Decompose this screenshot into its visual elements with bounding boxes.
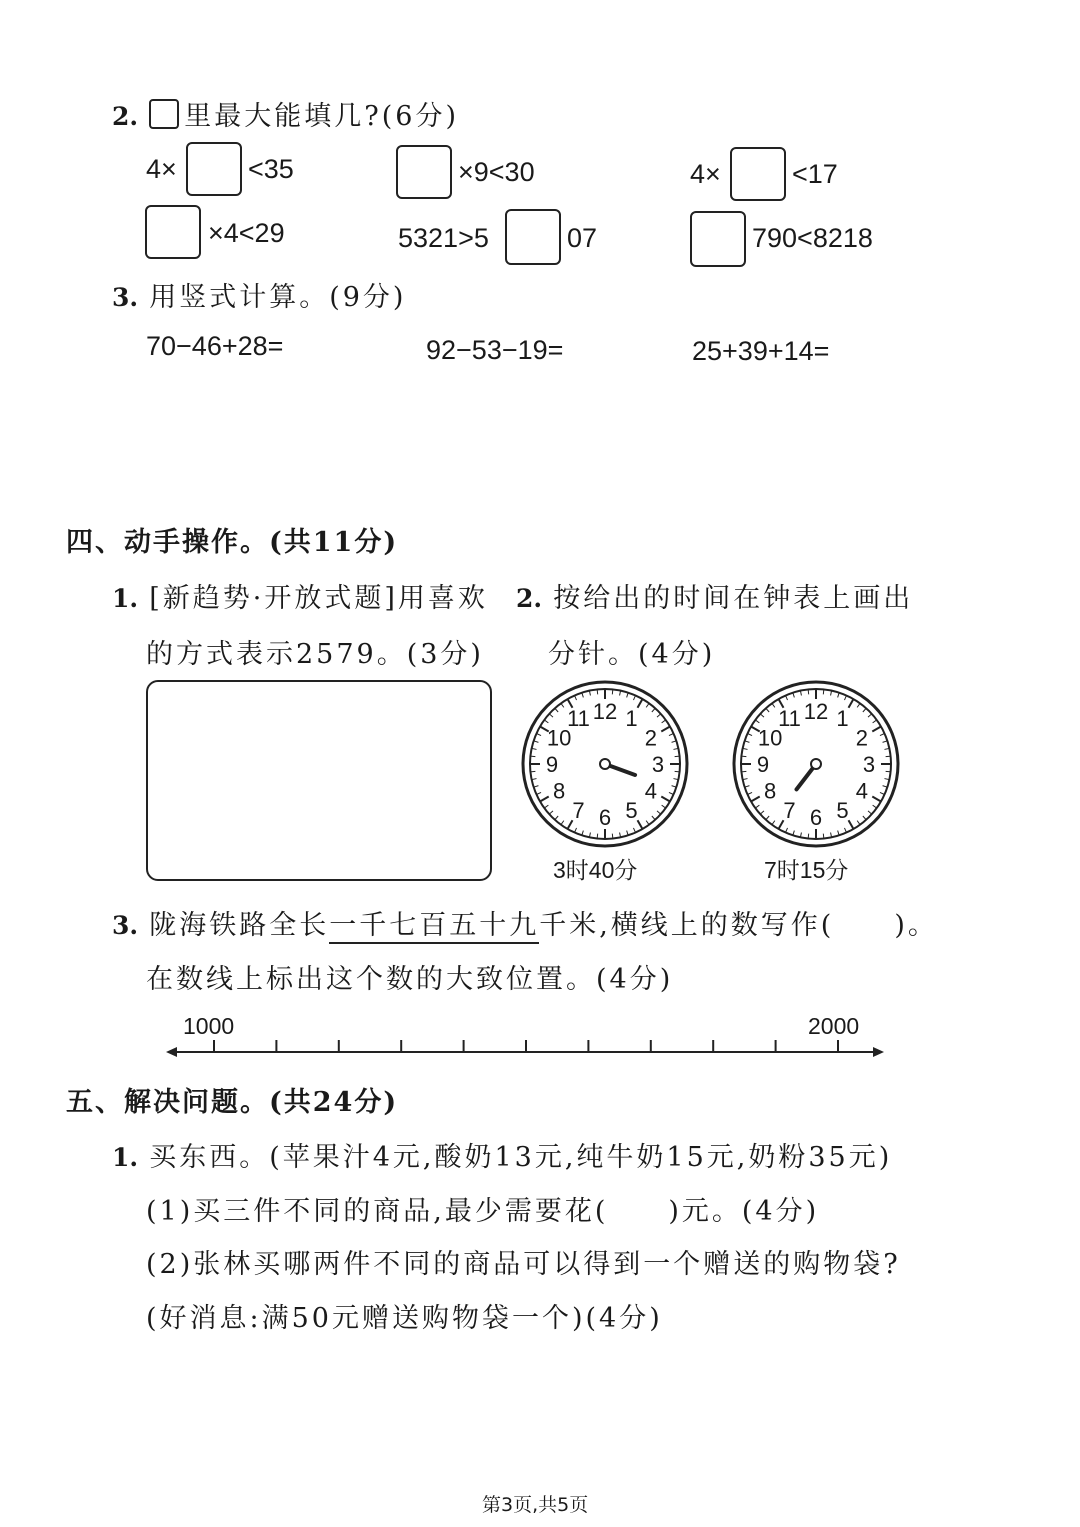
clock-caption-1: 3时40分 <box>553 857 638 883</box>
arrow-left-icon <box>166 1047 177 1057</box>
s4-q1-number: 1. <box>112 584 139 613</box>
q2-item-5-suffix: 07 <box>567 223 598 253</box>
s4-q1-text-1: [新趋势·开放式题]用喜欢 <box>149 583 488 614</box>
q2-item-4-suffix: ×4<29 <box>208 218 285 248</box>
s5-q1-line1 <box>112 1135 892 1174</box>
s4-q2-text-2: 分针。(4分) <box>548 639 716 670</box>
q3-expression-1: 70−46+28= <box>146 331 284 361</box>
s4-q2-line1 <box>516 576 913 615</box>
clock-number: 11 <box>778 706 801 732</box>
clock-number: 3 <box>651 752 665 777</box>
q2-item-1-prefix: 4× <box>146 154 177 184</box>
answer-box[interactable] <box>396 145 452 199</box>
q2-title: 里最大能填几?(6分) <box>184 101 460 132</box>
q2-item-3-suffix: <17 <box>792 159 838 189</box>
clock-number: 2 <box>644 725 658 751</box>
q2-header <box>112 94 459 133</box>
clock-number: 2 <box>855 725 869 751</box>
clock-caption-2: 7时15分 <box>764 857 849 883</box>
q3-expression-3: 25+39+14= <box>692 336 830 366</box>
clock-number: 6 <box>809 805 823 830</box>
s5-q1-sub3: (好消息:满50元赠送购物袋一个)(4分) <box>146 1303 663 1334</box>
clock-face-1[interactable] <box>520 679 690 849</box>
s4-q1-line1 <box>112 576 488 615</box>
answer-box[interactable] <box>505 209 561 265</box>
q3-header <box>112 275 406 314</box>
numberline-end-label: 2000 <box>808 1013 860 1039</box>
number-line[interactable] <box>166 1035 886 1065</box>
s5-q1-sub2: (2)张林买哪两件不同的商品可以得到一个赠送的购物袋? <box>146 1249 901 1280</box>
q2-item-6-suffix: 790<8218 <box>752 223 873 253</box>
clock-center-pin <box>600 759 610 769</box>
clock-number: 7 <box>572 797 585 823</box>
clock-number: 7 <box>783 797 796 823</box>
q3-expression-2: 92−53−19= <box>426 335 564 365</box>
blank-box-symbol <box>149 99 179 129</box>
clock-number: 8 <box>552 778 566 804</box>
s4-q3-number: 3. <box>112 911 139 940</box>
q2-number: 2. <box>112 102 139 131</box>
clock-number: 1 <box>625 706 638 732</box>
q3-number: 3. <box>112 283 139 312</box>
clock-number: 12 <box>592 699 618 724</box>
clock-number: 5 <box>836 797 849 823</box>
q2-item-2-suffix: ×9<30 <box>458 157 535 187</box>
answer-box[interactable] <box>186 142 242 196</box>
q2-item-3-prefix: 4× <box>690 159 721 189</box>
clock-center-pin <box>811 759 821 769</box>
clock-number: 3 <box>862 752 876 777</box>
s4-q1-text-2: 的方式表示2579。(3分) <box>146 639 484 670</box>
page-footer: 第3页,共5页 <box>482 1494 589 1516</box>
s4-q2-text-1: 按给出的时间在钟表上画出 <box>553 583 914 614</box>
clock-number: 9 <box>545 752 559 777</box>
s5-q1-sub1: (1)买三件不同的商品,最少需要花( )元。(4分) <box>146 1196 820 1227</box>
answer-box[interactable] <box>145 205 201 259</box>
s4-q3-text-post: 千米,横线上的数写作( )。 <box>539 910 938 941</box>
clock-number: 10 <box>757 725 783 751</box>
clock-number: 10 <box>546 725 572 751</box>
section4-title: 四、动手操作。(共11分) <box>66 527 399 558</box>
clock-number: 6 <box>598 805 612 830</box>
drawing-answer-area[interactable] <box>146 680 492 881</box>
answer-box[interactable] <box>730 147 786 201</box>
clock-number: 4 <box>855 778 869 804</box>
s4-q3-line1 <box>112 903 938 942</box>
s4-q3-text-pre: 陇海铁路全长 <box>149 910 330 941</box>
s4-q3-text-2: 在数线上标出这个数的大致位置。(4分) <box>146 964 674 995</box>
q3-title: 用竖式计算。(9分) <box>149 282 407 313</box>
clock-number: 8 <box>763 778 777 804</box>
clock-number: 11 <box>567 706 590 732</box>
s4-q2-number: 2. <box>516 584 543 613</box>
s5-q1-number: 1. <box>112 1143 139 1172</box>
answer-box[interactable] <box>690 211 746 267</box>
section5-title: 五、解决问题。(共24分) <box>66 1087 399 1118</box>
s5-q1-text: 买东西。(苹果汁4元,酸奶13元,纯牛奶15元,奶粉35元) <box>149 1142 893 1173</box>
clock-number: 12 <box>803 699 829 724</box>
s4-q3-underlined-text: 一千七百五十九 <box>329 910 539 944</box>
clock-number: 4 <box>644 778 658 804</box>
arrow-right-icon <box>873 1047 884 1057</box>
q2-item-5-prefix: 5321>5 <box>398 223 489 253</box>
clock-number: 9 <box>756 752 770 777</box>
clock-face-2[interactable] <box>731 679 901 849</box>
numberline-start-label: 1000 <box>183 1013 235 1039</box>
clock-number: 1 <box>836 706 849 732</box>
q2-item-1-suffix: <35 <box>248 154 294 184</box>
clock-number: 5 <box>625 797 638 823</box>
